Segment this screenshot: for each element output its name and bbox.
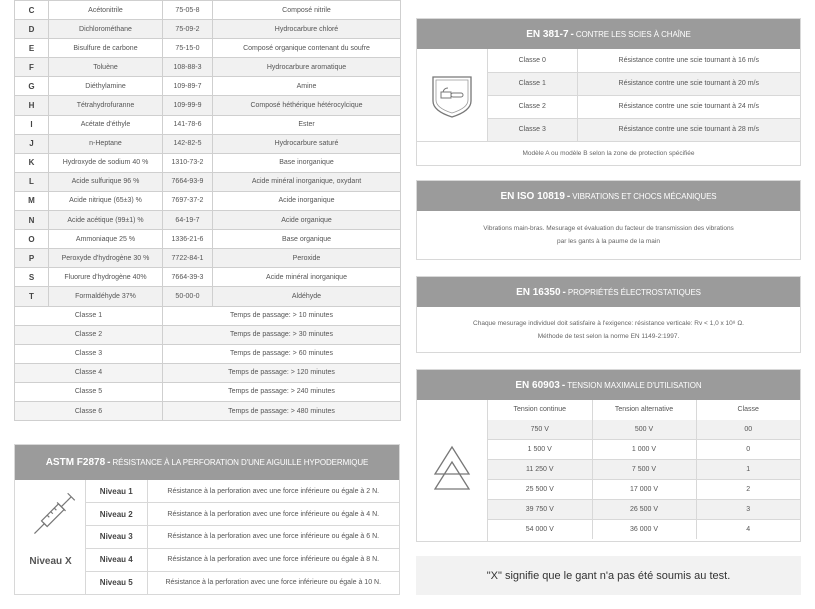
chemical-code: M — [15, 191, 49, 210]
en60903-row — [488, 420, 800, 440]
chemical-code: S — [15, 268, 49, 287]
chemical-name: Peroxyde d'hydrogène 30 % — [49, 249, 163, 268]
en16350-header — [417, 277, 800, 307]
en381-row — [488, 49, 800, 72]
chemical-name: Fluorure d'hydrogène 40% — [49, 268, 163, 287]
en381-section — [416, 18, 801, 166]
chemical-row — [15, 115, 401, 134]
chemical-cas: 64-19-7 — [163, 211, 213, 230]
permeation-class-label: Classe 5 — [15, 382, 163, 401]
en60903-class: 1 — [696, 460, 800, 480]
chemical-code: T — [15, 287, 49, 306]
chemical-code: H — [15, 96, 49, 115]
iso10819-header — [417, 181, 800, 211]
en60903-section — [416, 369, 801, 542]
astm-level-row — [86, 571, 399, 594]
chemical-row — [15, 39, 401, 58]
en60903-col-ac: Tension alternative — [592, 400, 696, 420]
chemical-name: Hydroxyde de sodium 40 % — [49, 153, 163, 172]
permeation-class-value: Temps de passage: > 120 minutes — [163, 363, 401, 382]
permeation-class-row — [15, 382, 401, 401]
permeation-class-row — [15, 363, 401, 382]
astm-header — [15, 445, 399, 480]
high-voltage-icon — [417, 400, 488, 541]
chemical-code: I — [15, 115, 49, 134]
en60903-ac: 500 V — [592, 420, 696, 440]
chemical-class: Aldéhyde — [213, 287, 401, 306]
permeation-class-label: Classe 4 — [15, 363, 163, 382]
en60903-ac: 17 000 V — [592, 480, 696, 500]
permeation-class-value: Temps de passage: > 480 minutes — [163, 401, 401, 420]
en381-desc: Résistance contre une scie tournant à 24 m/s — [577, 95, 800, 118]
en16350-separator: - — [562, 286, 566, 298]
permeation-class-row — [15, 306, 401, 325]
chemical-class: Ester — [213, 115, 401, 134]
chemical-code: L — [15, 172, 49, 191]
en60903-col-dc: Tension continue — [488, 400, 592, 420]
chemical-code: N — [15, 211, 49, 230]
chemical-code: G — [15, 77, 49, 96]
permeation-class-row — [15, 401, 401, 420]
en60903-row — [488, 519, 800, 539]
chemical-name: Acide sulfurique 96 % — [49, 172, 163, 191]
en381-class: Classe 2 — [488, 95, 577, 118]
en16350-standard: EN 16350 — [516, 286, 561, 298]
permeation-class-label: Classe 6 — [15, 401, 163, 420]
chemical-class: Acide inorganique — [213, 191, 401, 210]
en381-icon-cell — [417, 49, 488, 141]
en60903-icon-cell — [417, 400, 488, 541]
chemical-row — [15, 249, 401, 268]
chemical-cas: 75-09-2 — [163, 20, 213, 39]
en381-desc: Résistance contre une scie tournant à 28 m/s — [577, 118, 800, 141]
chemical-cas: 108-88-3 — [163, 58, 213, 77]
chemical-cas: 109-89-7 — [163, 77, 213, 96]
chemical-name: Toluène — [49, 58, 163, 77]
chemical-code: O — [15, 230, 49, 249]
en60903-header — [417, 370, 800, 400]
chemical-code: P — [15, 249, 49, 268]
chemical-row — [15, 268, 401, 287]
permeation-class-label: Classe 3 — [15, 344, 163, 363]
permeation-class-value: Temps de passage: > 30 minutes — [163, 325, 401, 344]
astm-icon-cell — [15, 480, 86, 594]
iso10819-separator: - — [566, 190, 571, 202]
en60903-ac: 36 000 V — [592, 519, 696, 539]
en60903-table — [488, 400, 800, 539]
chemical-table — [14, 0, 401, 421]
astm-level-desc: Résistance à la perforation avec une force inférieure ou égale à 2 N. — [147, 480, 399, 503]
chemical-code: F — [15, 58, 49, 77]
chemical-name: Acide acétique (99±1) % — [49, 211, 163, 230]
astm-level-label: Niveau 4 — [86, 548, 147, 571]
en60903-class: 4 — [746, 526, 751, 534]
chemical-class: Amine — [213, 77, 401, 96]
en60903-dc: 54 000 V — [488, 519, 592, 539]
chemical-class: Acide minéral inorganique — [213, 268, 401, 287]
chemical-class: Hydrocarbure saturé — [213, 134, 401, 153]
chemical-cas: 75-15-0 — [163, 39, 213, 58]
chemical-row — [15, 134, 401, 153]
chemical-code: E — [15, 39, 49, 58]
en60903-ac: 1 000 V — [592, 440, 696, 460]
iso10819-standard: EN ISO 10819 — [500, 190, 565, 202]
en60903-dc: 11 250 V — [488, 460, 592, 480]
iso10819-text — [417, 211, 800, 259]
iso10819-title: VIBRATIONS ET CHOCS MÉCANIQUES — [572, 191, 717, 201]
permeation-class-value: Temps de passage: > 60 minutes — [163, 344, 401, 363]
chemical-row — [15, 172, 401, 191]
en381-title: CONTRE LES SCIES À CHAÎNE — [575, 29, 691, 39]
chemical-name: n-Heptane — [49, 134, 163, 153]
chemical-row — [15, 230, 401, 249]
astm-level-row — [86, 526, 399, 549]
en60903-row — [488, 499, 800, 519]
chemical-class: Composé héthérique hétérocylcique — [213, 96, 401, 115]
chemical-class: Acide minéral inorganique, oxydant — [213, 172, 401, 191]
chemical-class: Composé organique contenant du soufre — [213, 39, 401, 58]
chemical-code: C — [15, 1, 49, 20]
chemical-class: Hydrocarbure aromatique — [213, 58, 401, 77]
en16350-line1: Chaque mesurage individuel doit satisfaire à l'exigence: résistance verticale: Rv < 1,0 x 10⁸ Ω. — [473, 319, 744, 327]
chemical-cas: 1310-73-2 — [163, 153, 213, 172]
astm-section — [14, 444, 400, 595]
chemical-cas: 50-00-0 — [163, 287, 213, 306]
en60903-ac: 7 500 V — [592, 460, 696, 480]
iso10819-line1: Vibrations main-bras. Mesurage et évaluation du facteur de transmission des vibrations — [483, 225, 734, 232]
iso10819-line2: par les gants à la paume de la main — [557, 238, 660, 245]
chemical-name: Bisulfure de carbone — [49, 39, 163, 58]
chemical-row — [15, 58, 401, 77]
en381-row — [488, 72, 800, 95]
en381-header — [417, 19, 800, 49]
en60903-class: 0 — [696, 440, 800, 460]
syringe-icon — [15, 480, 86, 550]
chemical-row — [15, 211, 401, 230]
chemical-cas: 75-05-8 — [163, 1, 213, 20]
en60903-dc: 1 500 V — [488, 440, 592, 460]
en16350-section — [416, 276, 801, 353]
permeation-class-row — [15, 344, 401, 363]
astm-level-desc: Résistance à la perforation avec une force inférieure ou égale à 10 N. — [165, 579, 382, 587]
chemical-row — [15, 153, 401, 172]
en381-note: Modèle A ou modèle B selon la zone de protection spécifiée — [417, 141, 800, 165]
chemical-name: Formaldéhyde 37% — [49, 287, 163, 306]
chemical-code: D — [15, 20, 49, 39]
chemical-class: Acide organique — [213, 211, 401, 230]
astm-level-label: Niveau 5 — [86, 571, 147, 594]
chemical-cas: 7697-37-2 — [163, 191, 213, 210]
permeation-class-row — [15, 325, 401, 344]
en60903-class: 2 — [696, 480, 800, 500]
chemical-cas: 141-78-6 — [163, 115, 213, 134]
chemical-name: Acide nitrique (65±3) % — [49, 191, 163, 210]
chemical-cas: 142-82-5 — [163, 134, 213, 153]
en381-desc: Résistance contre une scie tournant à 20 m/s — [577, 72, 800, 95]
astm-level-row — [86, 548, 399, 571]
chemical-cas: 1336-21-6 — [163, 230, 213, 249]
en60903-separator: - — [561, 379, 566, 391]
en60903-dc: 39 750 V — [488, 499, 592, 519]
en16350-line2: Méthode de test selon la norme EN 1149-2:1997. — [537, 332, 680, 340]
astm-level-label: Niveau 2 — [86, 503, 147, 526]
chemical-cas: 7722-84-1 — [163, 249, 213, 268]
astm-level-row — [86, 503, 399, 526]
en381-class: Classe 3 — [488, 118, 577, 141]
en381-class: Classe 0 — [488, 49, 577, 72]
astm-level-row — [86, 480, 399, 503]
chemical-row — [15, 20, 401, 39]
en16350-text — [417, 307, 800, 352]
en60903-row — [488, 440, 800, 460]
astm-level-desc: Résistance à la perforation avec une force inférieure ou égale à 6 N. — [147, 526, 399, 549]
en60903-class: 3 — [696, 499, 800, 519]
chainsaw-shield-icon — [417, 49, 488, 141]
en381-row — [488, 118, 800, 141]
chemical-cas: 7664-93-9 — [163, 172, 213, 191]
chemical-class: Base inorganique — [213, 153, 401, 172]
en381-desc: Résistance contre une scie tournant à 16 m/s — [577, 49, 800, 72]
chemical-class: Hydrocarbure chloré — [213, 20, 401, 39]
chemical-name: Acétonitrile — [49, 1, 163, 20]
astm-level-label: Niveau 3 — [86, 526, 147, 549]
permeation-class-label: Classe 1 — [15, 306, 163, 325]
chemical-row — [15, 287, 401, 306]
chemical-class: Base organique — [213, 230, 401, 249]
iso10819-section — [416, 180, 801, 260]
en381-separator: - — [570, 28, 574, 40]
chemical-code: K — [15, 153, 49, 172]
en381-class: Classe 1 — [488, 72, 577, 95]
en60903-dc: 750 V — [488, 420, 592, 440]
en60903-dc: 25 500 V — [488, 480, 592, 500]
en60903-ac: 26 500 V — [592, 499, 696, 519]
chemical-table-body — [15, 1, 401, 421]
chemical-class: Composé nitrile — [213, 1, 401, 20]
en60903-standard: EN 60903 — [515, 379, 560, 391]
astm-separator: - — [107, 457, 111, 468]
chemical-class: Peroxide — [213, 249, 401, 268]
chemical-code: J — [15, 134, 49, 153]
astm-title: RÉSISTANCE À LA PERFORATION D'UNE AIGUILLE HYPODERMIQUE — [112, 458, 369, 467]
en60903-class: 00 — [696, 420, 800, 440]
en381-standard: EN 381-7 — [526, 28, 569, 40]
permeation-class-label: Classe 2 — [15, 325, 163, 344]
astm-levels-table — [86, 480, 399, 594]
chemical-row — [15, 96, 401, 115]
chemical-name: Acétate d'éthyle — [49, 115, 163, 134]
astm-level-label: Niveau 1 — [86, 480, 147, 503]
level-x-label: Niveau X — [29, 556, 72, 567]
en16350-title: PROPRIÉTÉS ÉLECTROSTATIQUES — [567, 287, 701, 297]
permeation-class-value: Temps de passage: > 240 minutes — [163, 382, 401, 401]
chemical-row — [15, 191, 401, 210]
permeation-class-value: Temps de passage: > 10 minutes — [163, 306, 401, 325]
en60903-title: TENSION MAXIMALE D'UTILISATION — [567, 380, 702, 390]
chemical-row — [15, 77, 401, 96]
astm-level-desc: Résistance à la perforation avec une force inférieure ou égale à 4 N. — [147, 503, 399, 526]
footnote: "X" signifie que le gant n'a pas été soumis au test. — [416, 556, 801, 595]
chemical-name: Dichlorométhane — [49, 20, 163, 39]
en381-table — [488, 49, 800, 142]
chemical-row — [15, 1, 401, 20]
chemical-name: Tétrahydrofuranne — [49, 96, 163, 115]
astm-level-desc: Résistance à la perforation avec une force inférieure ou égale à 8 N. — [147, 548, 399, 571]
en60903-row — [488, 480, 800, 500]
en60903-col-class: Classe — [737, 406, 759, 414]
chemical-cas: 109-99-9 — [163, 96, 213, 115]
chemical-name: Ammoniaque 25 % — [49, 230, 163, 249]
en60903-row — [488, 460, 800, 480]
en381-row — [488, 95, 800, 118]
astm-standard: ASTM F2878 — [45, 457, 106, 468]
chemical-cas: 7664-39-3 — [163, 268, 213, 287]
chemical-name: Diéthylamine — [49, 77, 163, 96]
